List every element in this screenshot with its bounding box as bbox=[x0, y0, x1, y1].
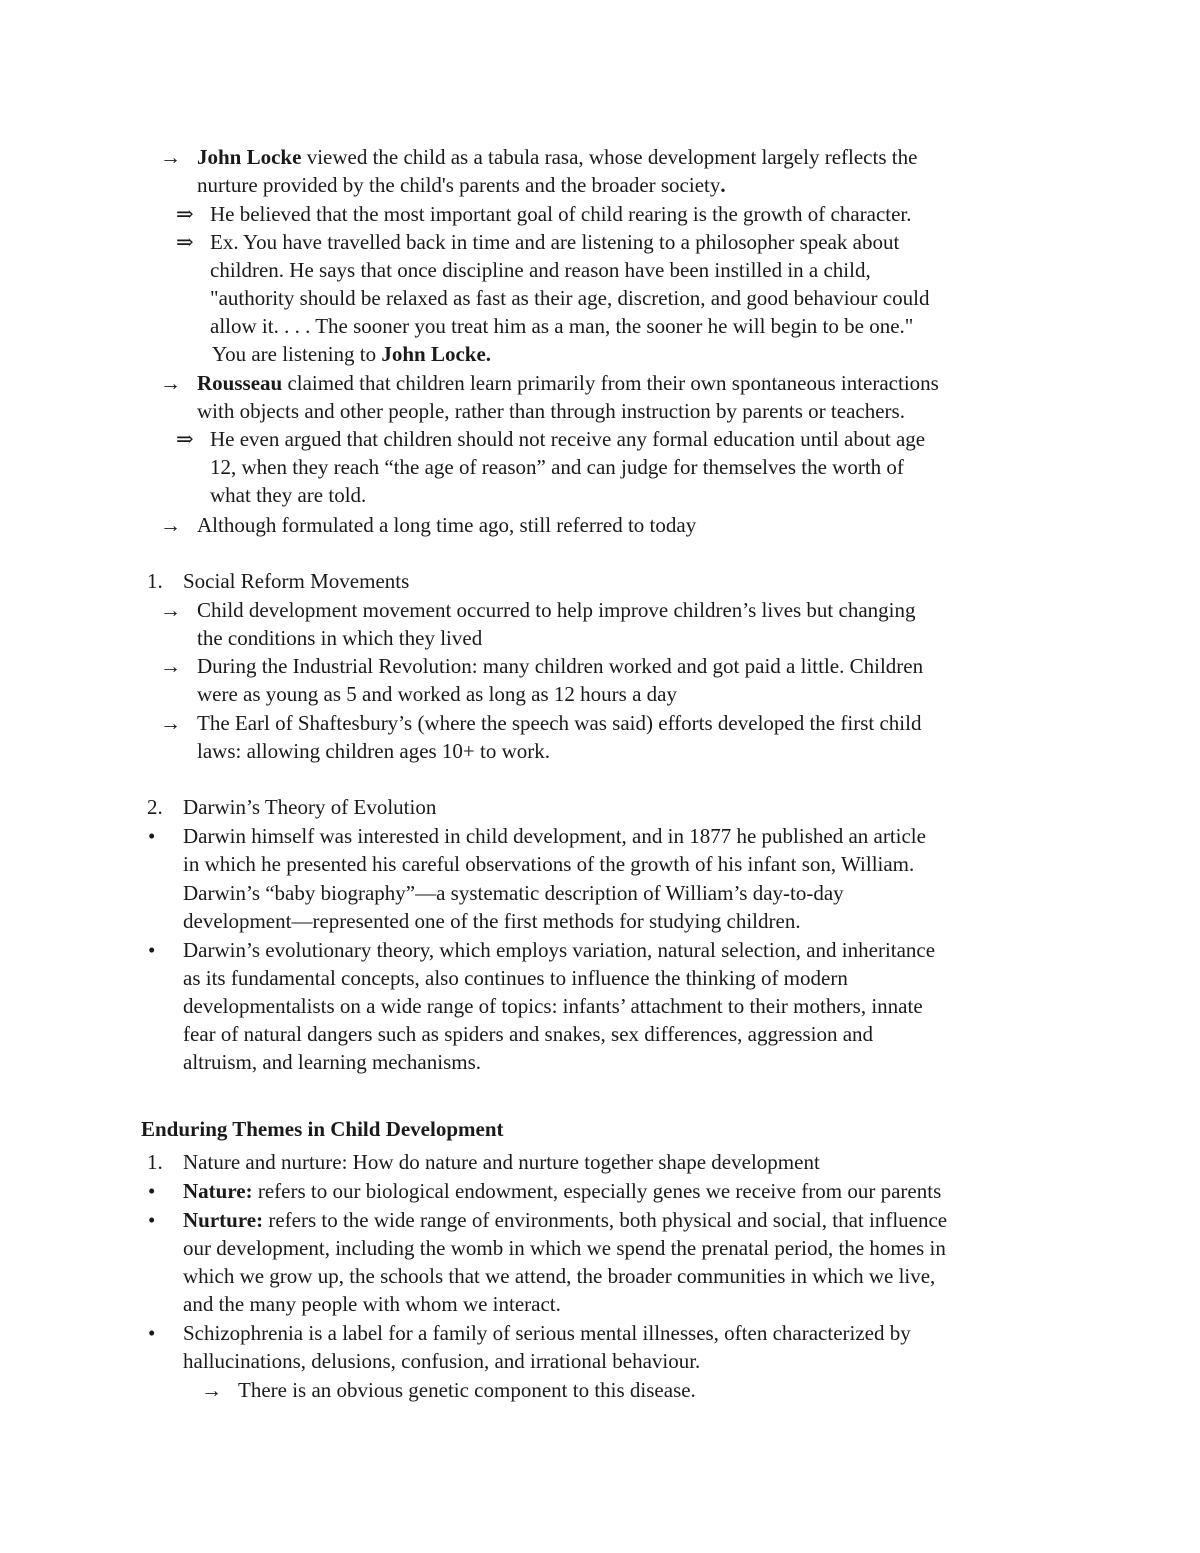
rousseau-line-1: Rousseau claimed that children learn primarily from their own spontaneous interactions bbox=[197, 371, 939, 395]
schizophrenia-line-2: hallucinations, delusions, confusion, and irrational behaviour. bbox=[183, 1349, 701, 1373]
darwin-b-line-5: altruism, and learning mechanisms. bbox=[183, 1050, 482, 1074]
list-number: 1. bbox=[147, 1150, 163, 1174]
bullet-dot: • bbox=[148, 824, 156, 848]
nurture-line-1: Nurture: refers to the wide range of environments, both physical and social, that influence bbox=[183, 1208, 948, 1232]
locke-name: John Locke bbox=[197, 145, 302, 169]
social-a-line-2: the conditions in which they lived bbox=[197, 626, 483, 650]
social-c-line-2: laws: allowing children ages 10+ to work. bbox=[197, 739, 551, 763]
darwin-b-line-3: developmentalists on a wide range of topics: infants’ attachment to their mothers, innate bbox=[183, 994, 923, 1018]
darwin-b-line-1: Darwin’s evolutionary theory, which employs variation, natural selection, and inheritance bbox=[183, 938, 936, 962]
social-b-line-1: During the Industrial Revolution: many children worked and got paid a little. Children bbox=[197, 654, 924, 678]
social-c-line-1: The Earl of Shaftesbury’s (where the speech was said) efforts developed the first child bbox=[197, 711, 922, 735]
double-arrow-bullet: ⇒ bbox=[176, 230, 194, 254]
arrow-bullet: → bbox=[160, 513, 181, 537]
list-number: 2. bbox=[147, 795, 163, 819]
nurture-line-3: which we grow up, the schools that we attend, the broader communities in which we live, bbox=[183, 1264, 936, 1288]
locke-example-line-1: Ex. You have travelled back in time and are listening to a philosopher speak about bbox=[210, 230, 900, 254]
nature-label: Nature: bbox=[183, 1179, 253, 1203]
darwin-a-line-3: Darwin’s “baby biography”—a systematic description of William’s day-to-day bbox=[183, 881, 844, 905]
rousseau-sub-line-1: He even argued that children should not receive any formal education until about age bbox=[210, 427, 926, 451]
nurture-line-2: our development, including the womb in which we spend the prenatal period, the homes in bbox=[183, 1236, 946, 1260]
locke-example-line-4: allow it. . . . The sooner you treat him as a man, the sooner he will begin to be one." bbox=[210, 314, 914, 338]
bullet-dot: • bbox=[148, 1208, 156, 1232]
rousseau-line-2: with objects and other people, rather than through instruction by parents or teachers. bbox=[197, 399, 905, 423]
double-arrow-bullet: ⇒ bbox=[176, 427, 194, 451]
darwin-b-line-2: as its fundamental concepts, also continues to influence the thinking of modern bbox=[183, 966, 848, 990]
arrow-bullet: → bbox=[160, 598, 181, 622]
locke-example-line-3: "authority should be relaxed as fast as their age, discretion, and good behaviour could bbox=[210, 286, 930, 310]
locke-line-1: John Locke viewed the child as a tabula rasa, whose development largely reflects the bbox=[197, 145, 918, 169]
social-a-line-1: Child development movement occurred to help improve children’s lives but changing bbox=[197, 598, 916, 622]
darwin-a-line-2: in which he presented his careful observations of the growth of his infant son, William. bbox=[183, 852, 915, 876]
nurture-label: Nurture: bbox=[183, 1208, 264, 1232]
genetic-component-text: There is an obvious genetic component to this disease. bbox=[238, 1378, 696, 1402]
rousseau-sub-line-3: what they are told. bbox=[210, 483, 367, 507]
list-number: 1. bbox=[147, 569, 163, 593]
bullet-dot: • bbox=[148, 938, 156, 962]
rousseau-name: Rousseau bbox=[197, 371, 283, 395]
schizophrenia-line-1: Schizophrenia is a label for a family of serious mental illnesses, often characterized by bbox=[183, 1321, 911, 1345]
double-arrow-bullet: ⇒ bbox=[176, 202, 194, 226]
nurture-line-4: and the many people with whom we interact. bbox=[183, 1292, 561, 1316]
still-referred-text: Although formulated a long time ago, still referred to today bbox=[197, 513, 697, 537]
locke-line-2: nurture provided by the child's parents and the broader society. bbox=[197, 173, 726, 197]
arrow-bullet: → bbox=[160, 711, 181, 735]
section-heading: Enduring Themes in Child Development bbox=[141, 1117, 504, 1141]
locke-character-text: He believed that the most important goal of child rearing is the growth of character. bbox=[210, 202, 912, 226]
bullet-dot: • bbox=[148, 1321, 156, 1345]
darwin-b-line-4: fear of natural dangers such as spiders and snakes, sex differences, aggression and bbox=[183, 1022, 874, 1046]
rousseau-sub-line-2: 12, when they reach “the age of reason” and can judge for themselves the worth of bbox=[210, 455, 904, 479]
arrow-bullet: → bbox=[160, 145, 181, 169]
bullet-dot: • bbox=[148, 1179, 156, 1203]
darwin-a-line-1: Darwin himself was interested in child development, and in 1877 he published an article bbox=[183, 824, 926, 848]
darwin-a-line-4: development—represented one of the first methods for studying children. bbox=[183, 909, 801, 933]
social-reform-title: Social Reform Movements bbox=[183, 569, 410, 593]
themes-item-1: Nature and nurture: How do nature and nurture together shape development bbox=[183, 1150, 820, 1174]
locke-example-line-2: children. He says that once discipline and reason have been instilled in a child, bbox=[210, 258, 871, 282]
nature-definition: Nature: refers to our biological endowment, especially genes we receive from our parents bbox=[183, 1179, 942, 1203]
darwin-title: Darwin’s Theory of Evolution bbox=[183, 795, 437, 819]
locke-example-line-5: You are listening to John Locke. bbox=[212, 342, 492, 366]
arrow-bullet: → bbox=[160, 654, 181, 678]
social-b-line-2: were as young as 5 and worked as long as 12 hours a day bbox=[197, 682, 677, 706]
arrow-bullet: → bbox=[201, 1378, 222, 1402]
arrow-bullet: → bbox=[160, 371, 181, 395]
